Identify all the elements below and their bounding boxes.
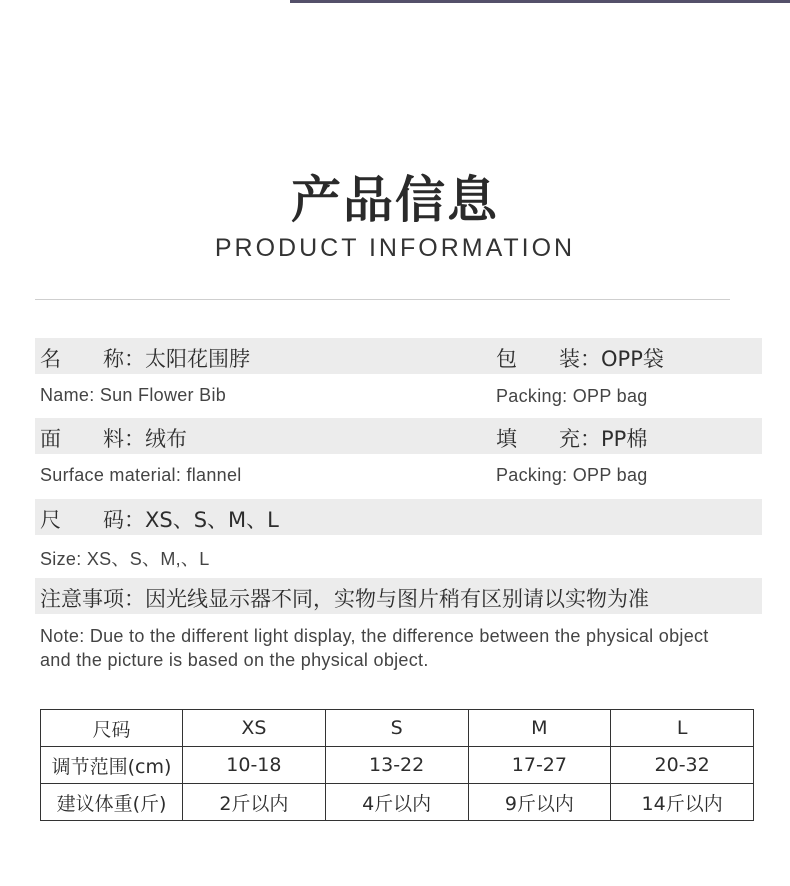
size-table-cell: 14斤以内	[611, 784, 754, 821]
size-table-cell: 20-32	[611, 747, 754, 784]
packing-cn: 包 装：OPP袋	[496, 347, 664, 371]
name-en: Name: Sun Flower Bib	[40, 385, 227, 405]
size-table-cell: 13-22	[325, 747, 468, 784]
name-cn: 名 称：太阳花围脖	[40, 347, 250, 371]
notice-en: Note: Due to the different light display, the difference between the physical object and the picture is based on the physical object.	[40, 626, 709, 670]
size-en: Size: XS、S、M,、L	[40, 549, 210, 569]
size-table-cell: 9斤以内	[468, 784, 611, 821]
surface-en: Surface material: flannel	[40, 465, 242, 485]
size-table-cell: 调节范围(cm)	[41, 747, 183, 784]
size-table-cell: 建议体重(斤)	[41, 784, 183, 821]
size-table-header-cell: 尺码	[41, 710, 183, 747]
size-table-header-cell: M	[468, 710, 611, 747]
size-table-row	[41, 784, 754, 821]
filling-en: Packing: OPP bag	[496, 465, 648, 485]
size-table-cell: 4斤以内	[325, 784, 468, 821]
top-accent-bar	[290, 0, 790, 3]
page-title-cn: 产品信息	[291, 171, 499, 229]
size-table	[40, 709, 754, 821]
page-title-en: PRODUCT INFORMATION	[214, 234, 576, 262]
size-table-header-cell: L	[611, 710, 754, 747]
size-table-cell: 17-27	[468, 747, 611, 784]
size-table-cell: 2斤以内	[183, 784, 326, 821]
filling-cn: 填 充：PP棉	[496, 427, 648, 451]
size-table-row	[41, 747, 754, 784]
size-cn: 尺 码：XS、S、M、L	[40, 508, 279, 532]
packing-en: Packing: OPP bag	[496, 386, 648, 406]
size-table-header-cell: S	[325, 710, 468, 747]
size-table-cell: 10-18	[183, 747, 326, 784]
notice-cn: 注意事项：因光线显示器不同，实物与图片稍有区别请以实物为准	[40, 587, 649, 611]
size-table-header-row	[41, 710, 754, 747]
surface-cn: 面 料：绒布	[40, 427, 187, 451]
size-table-header-cell: XS	[183, 710, 326, 747]
divider	[35, 299, 730, 300]
